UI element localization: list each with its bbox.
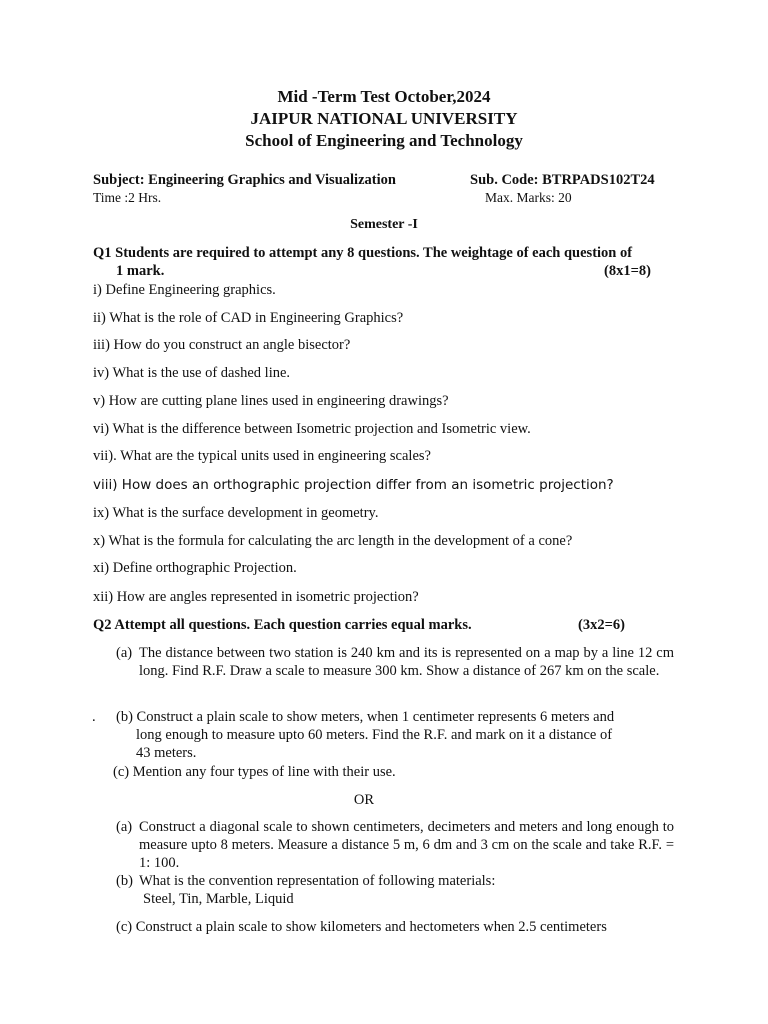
q2-alt-b-line: What is the convention representation of following materials: — [139, 873, 496, 889]
q1-heading-cont: 1 mark. — [116, 263, 165, 279]
q2-a-text: The distance between two station is 240 km and its is represented on a map by a line 12 cm long. Find R.F. Draw a scale to measure 300 km. Show a distance of 267 km on the scale. — [139, 645, 674, 679]
q2-alt-a-label: (a) — [116, 819, 133, 835]
q2-a-label: (a) — [116, 645, 133, 661]
q2-b-line: 43 meters. — [136, 745, 197, 761]
q1-item: vii). What are the typical units used in engineering scales? — [93, 448, 431, 464]
time-allowed: Time :2 Hrs. — [93, 190, 162, 205]
q1-marks: (8x1=8) — [604, 263, 651, 279]
school-name: School of Engineering and Technology — [245, 131, 523, 150]
subject-code: Sub. Code: BTRPADS102T24 — [470, 172, 655, 188]
q1-item: ix) What is the surface development in geometry. — [93, 505, 379, 521]
or-divider: OR — [353, 792, 375, 808]
q1-item: vi) What is the difference between Isometric projection and Isometric view. — [93, 421, 531, 437]
q1-item: iii) How do you construct an angle bisector? — [93, 337, 351, 353]
q1-item: i) Define Engineering graphics. — [93, 282, 276, 298]
q1-heading: Q1 Students are required to attempt any 8 questions. The weightage of each question of — [93, 245, 633, 261]
q1-item: iv) What is the use of dashed line. — [93, 365, 291, 381]
q2-alt-b-label: (b) — [116, 873, 133, 889]
q2-heading: Q2 Attempt all questions. Each question carries equal marks. — [93, 617, 472, 633]
q1-item: xi) Define orthographic Projection. — [93, 560, 297, 576]
q2-c-text: (c) Mention any four types of line with their use. — [113, 764, 396, 780]
q2-alt-b-line: Steel, Tin, Marble, Liquid — [143, 891, 294, 907]
q1-item: xii) How are angles represented in isometric projection? — [93, 589, 419, 605]
q2-b-line: long enough to measure upto 60 meters. Find the R.F. and mark on it a distance of — [136, 727, 613, 743]
semester: Semester -I — [350, 217, 418, 232]
stray-dot: . — [92, 709, 96, 725]
q2-marks: (3x2=6) — [578, 617, 625, 633]
q1-item: v) How are cutting plane lines used in engineering drawings? — [93, 393, 449, 409]
q1-item: viii) How does an orthographic projection differ from an isometric projection? — [93, 477, 614, 493]
q2-alt-a-text: Construct a diagonal scale to shown centimeters, decimeters and meters and long enough to measure upto 8 meters. Measure a distance 5 m, 6 dm and 3 cm on the scale and take R.F. = 1: 100. — [139, 819, 674, 871]
subject-line: Subject: Engineering Graphics and Visualization — [93, 172, 396, 188]
q1-item: ii) What is the role of CAD in Engineering Graphics? — [93, 310, 404, 326]
q2-alt-c-text: (c) Construct a plain scale to show kilometers and hectometers when 2.5 centimeters — [116, 919, 607, 935]
max-marks: Max. Marks: 20 — [485, 190, 572, 205]
q2-b-line: (b) Construct a plain scale to show meters, when 1 centimeter represents 6 meters and — [116, 709, 615, 725]
university-name: JAIPUR NATIONAL UNIVERSITY — [250, 109, 518, 128]
q1-item: x) What is the formula for calculating the arc length in the development of a cone? — [93, 533, 573, 549]
test-title: Mid -Term Test October,2024 — [277, 87, 491, 106]
